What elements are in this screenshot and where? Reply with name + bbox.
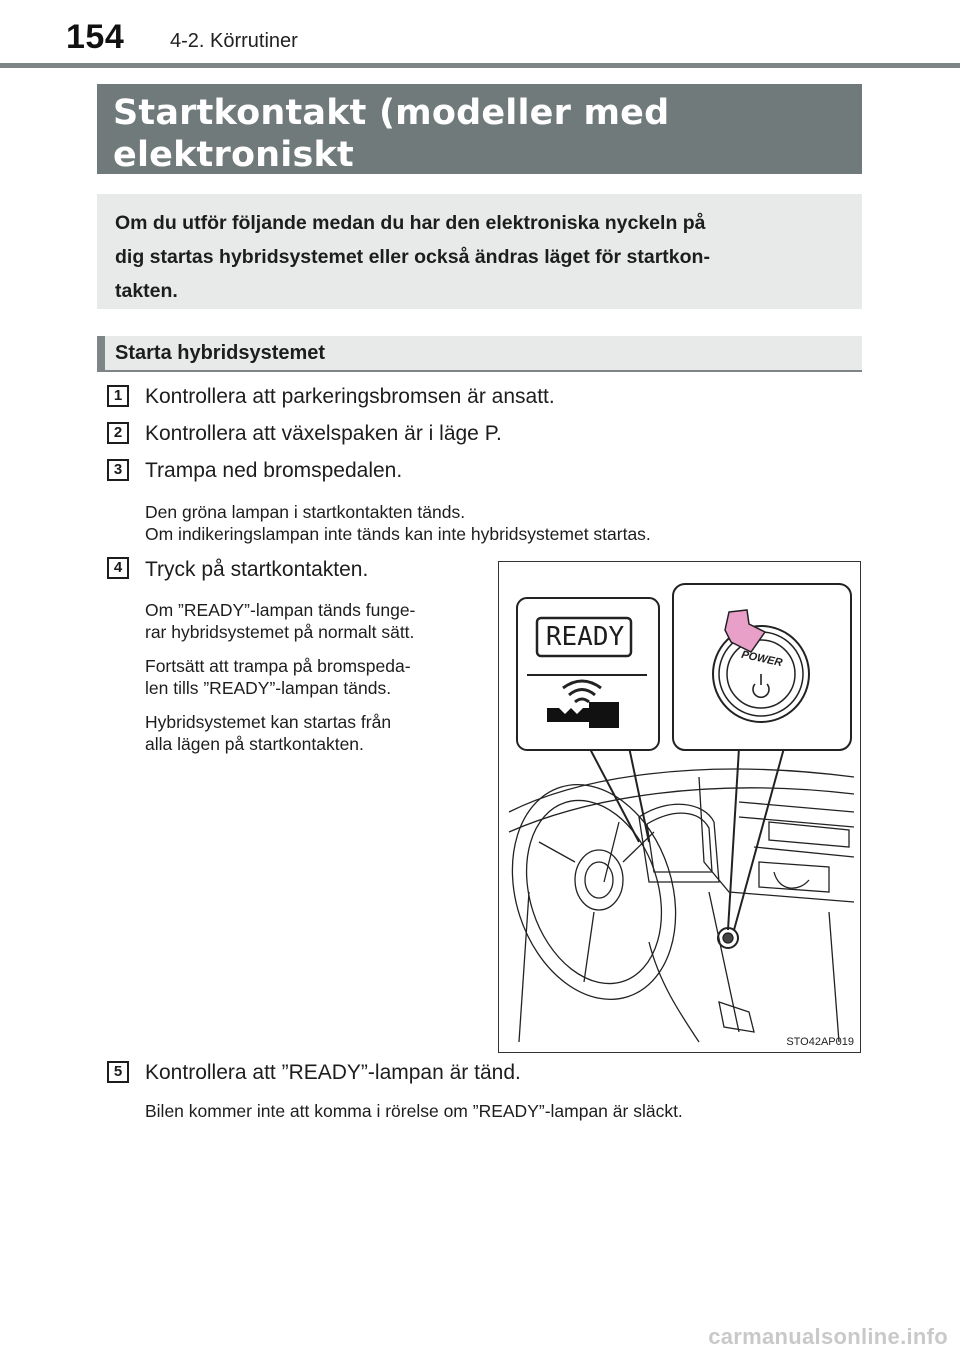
step-badge-4: 4 bbox=[107, 557, 129, 579]
step-text-3: Trampa ned bromspedalen. bbox=[145, 459, 403, 482]
instrument-cluster bbox=[639, 804, 719, 882]
page-title-line-1: Startkontakt (modeller med elektroniskt bbox=[113, 93, 670, 175]
step-4-note-1-line-1: Om ”READY”-lampan tänds funge- bbox=[145, 600, 416, 620]
step-4-note-1 bbox=[145, 599, 479, 643]
steering-wheel bbox=[499, 763, 702, 1020]
step-text-5: Kontrollera att ”READY”-lampan är tänd. bbox=[145, 1061, 521, 1084]
pedal-shape bbox=[719, 1002, 754, 1032]
step-badge-2: 2 bbox=[107, 422, 129, 444]
step-badge-5: 5 bbox=[107, 1061, 129, 1083]
power-button-dot bbox=[723, 933, 733, 943]
step-5-note-1: Bilen kommer inte att komma i rörelse om ”READY”-lampan är släckt. bbox=[145, 1101, 683, 1121]
step-badge-3: 3 bbox=[107, 459, 129, 481]
step-4-note-3-line-2: alla lägen på startkontakten. bbox=[145, 734, 364, 754]
watermark: carmanualsonline.info bbox=[708, 1324, 948, 1349]
dashboard-illustration bbox=[498, 561, 861, 1053]
subheading-bar bbox=[97, 336, 105, 370]
section-label: 4-2. Körrutiner bbox=[170, 30, 298, 52]
power-pointer-line-left bbox=[728, 748, 739, 930]
subheading bbox=[97, 336, 862, 372]
step-4-note-1-line-2: rar hybridsystemet på normalt sätt. bbox=[145, 622, 415, 642]
power-label: POWER bbox=[740, 648, 784, 670]
subheading-label: Starta hybridsystemet bbox=[115, 342, 326, 364]
step-text-1: Kontrollera att parkeringsbromsen är ansatt. bbox=[145, 385, 555, 408]
step-text-4: Tryck på startkontakten. bbox=[145, 558, 369, 581]
step-4-note-2-line-1: Fortsätt att trampa på bromspeda- bbox=[145, 656, 411, 676]
step-4-note-2 bbox=[145, 655, 479, 699]
step-4-note-3-line-1: Hybridsystemet kan startas från bbox=[145, 712, 392, 732]
dashboard-lines bbox=[509, 769, 854, 1042]
intro-line-3: takten. bbox=[115, 280, 178, 302]
page-number: 154 bbox=[66, 18, 125, 56]
step-badge-1: 1 bbox=[107, 385, 129, 407]
ready-label: READY bbox=[545, 622, 625, 652]
intro-box bbox=[97, 194, 862, 309]
step-text-2: Kontrollera att växelspaken är i läge P. bbox=[145, 422, 502, 445]
power-pointer-line-right bbox=[734, 748, 784, 930]
step-4-note-3 bbox=[145, 711, 479, 755]
step-3-note-1: Den gröna lampan i startkontakten tänds. bbox=[145, 502, 466, 522]
header-rule bbox=[0, 63, 960, 68]
step-4-note-2-line-2: len tills ”READY”-lampan tänds. bbox=[145, 678, 392, 698]
title-box bbox=[97, 84, 862, 174]
intro-line-1: Om du utför följande medan du har den elektroniska nyckeln på bbox=[115, 212, 706, 234]
figure-code: STO42AP019 bbox=[786, 1036, 854, 1048]
step-3-note-2: Om indikeringslampan inte tänds kan inte hybridsystemet startas. bbox=[145, 524, 651, 544]
intro-line-2: dig startas hybridsystemet eller också ändras läget för startkon- bbox=[115, 246, 710, 268]
power-callout bbox=[673, 584, 851, 750]
